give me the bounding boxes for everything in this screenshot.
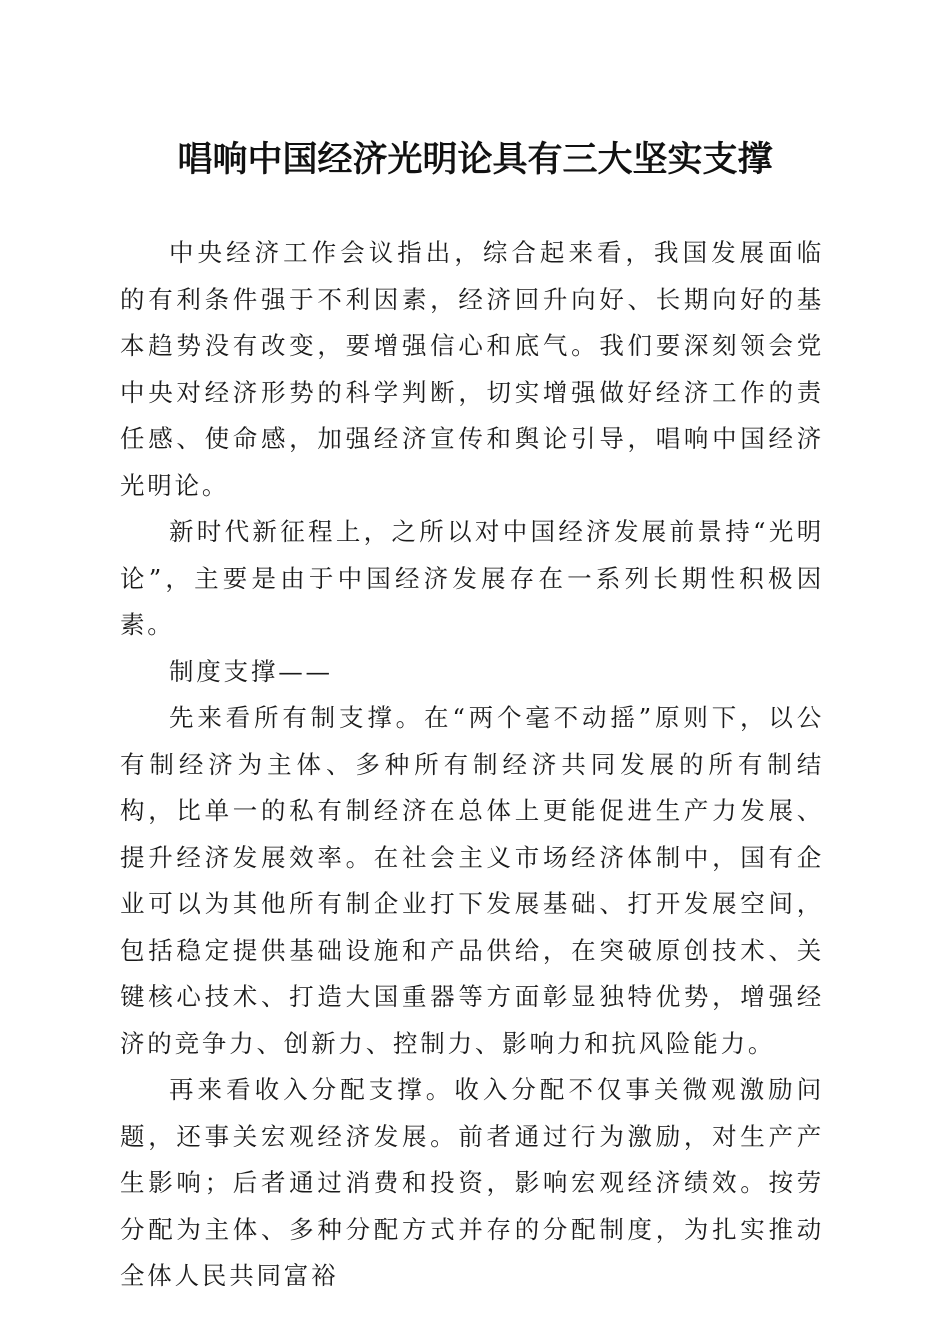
paragraph: 新时代新征程上，之所以对中国经济发展前景持“光明论”，主要是由于中国经济发展存在一系列长期性积极因素。 — [120, 517, 824, 639]
document-body — [120, 230, 824, 1300]
paragraph: 中央经济工作会议指出，综合起来看，我国发展面临的有利条件强于不利因素，经济回升向好、长期向好的基本趋势没有改变，要增强信心和底气。我们要深刻领会党中央对经济形势的科学判断，切实增强做好经济工作的责任感、使命感，加强经济宣传和舆论引导，唱响中国经济光明论。 — [120, 238, 824, 500]
paragraph: 先来看所有制支撑。在“两个毫不动摇”原则下，以公有制经济为主体、多种所有制经济共同发展的所有制结构，比单一的私有制经济在总体上更能促进生产力发展、提升经济发展效率。在社会主义市场经济体制中，国有企业可以为其他所有制企业打下发展基础、打开发展空间，包括稳定提供基础设施和产品供给，在突破原创技术、关键核心技术、打造大国重器等方面彰显独特优势，增强经济的竞争力、创新力、控制力、影响力和抗风险能力。 — [120, 703, 824, 1058]
document-title: 唱响中国经济光明论具有三大坚实支撑 — [177, 139, 773, 180]
section-heading: 制度支撑—— — [169, 656, 333, 686]
paragraph: 再来看收入分配支撑。收入分配不仅事关微观激励问题，还事关宏观经济发展。前者通过行为激励，对生产产生影响；后者通过消费和投资，影响宏观经济绩效。按劳分配为主体、多种分配方式并存的分配制度，为扎实推动全体人民共同富裕 — [120, 1075, 824, 1290]
